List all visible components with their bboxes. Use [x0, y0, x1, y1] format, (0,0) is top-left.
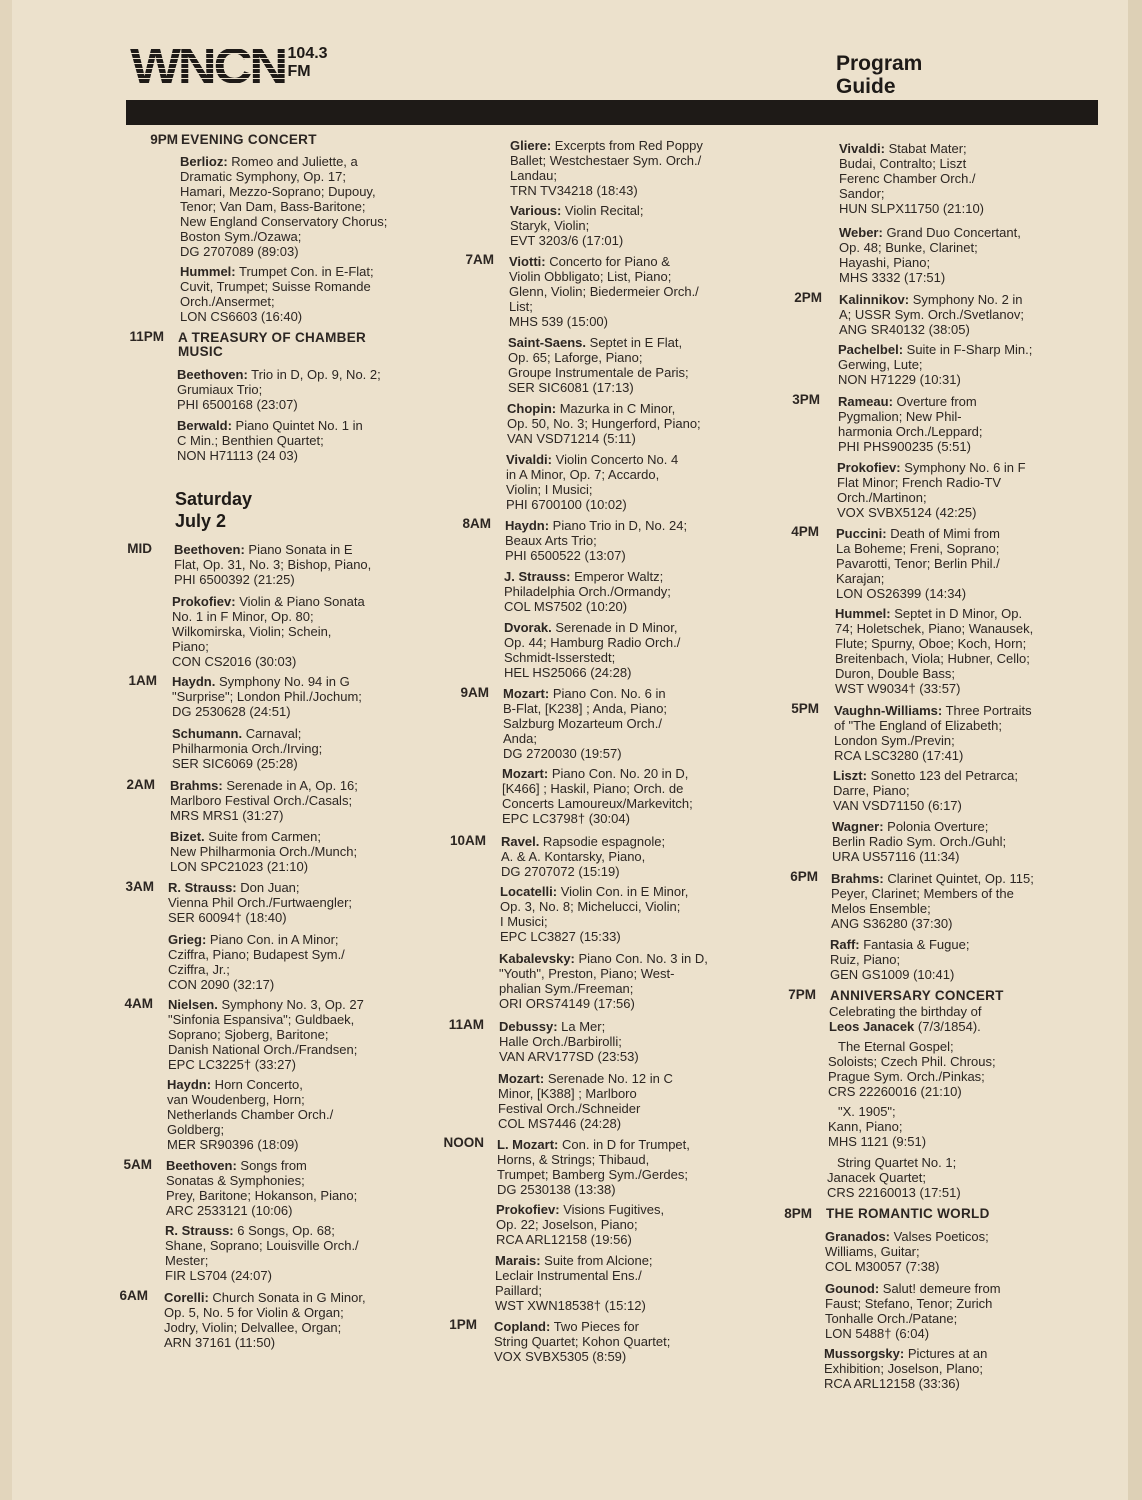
list-item — [833, 768, 1018, 813]
work-details: Piano Con. No. 20 in D, [K466] ; Haskil, Piano; Orch. de Concerts Lamoureux/Markevitch; EPC LC3798† (30:04) — [502, 766, 693, 826]
list-item — [177, 418, 363, 463]
composer: Dvorak. — [504, 620, 552, 635]
list-item — [832, 819, 1006, 864]
page-title-line1: Program — [836, 52, 923, 75]
time-slot: 3PM — [792, 392, 820, 407]
list-item — [180, 264, 374, 324]
composer: Debussy: — [499, 1019, 558, 1034]
list-item — [172, 726, 322, 771]
list-item — [824, 1346, 987, 1391]
composer: R. Strauss: — [168, 880, 237, 895]
composer: Corelli: — [164, 1290, 209, 1305]
work-details: Serenade No. 12 in C Minor, [K388] ; Marlboro Festival Orch./Schneider COL MS7446 (24:28) — [498, 1071, 673, 1131]
time-slot: 7PM — [788, 987, 816, 1002]
list-item — [505, 518, 687, 563]
composer: Nielsen. — [168, 997, 218, 1012]
composer: Haydn: — [505, 518, 550, 533]
list-item — [498, 1071, 673, 1131]
composer: Kalinnikov: — [839, 292, 910, 307]
list-item — [165, 1223, 359, 1283]
list-item — [501, 834, 665, 879]
list-item — [838, 342, 1032, 387]
composer: Raff: — [830, 937, 860, 952]
time-slot: 8PM — [784, 1206, 812, 1221]
list-item — [839, 141, 984, 216]
work-details: Visions Fugitives, Op. 22; Joselson, Piano; RCA ARL12158 (19:56) — [496, 1202, 665, 1247]
composer: Hummel: — [180, 264, 236, 279]
composer: Vivaldi: — [506, 452, 553, 467]
work-details: Symphony No. 3, Op. 27 "Sinfonia Espansiva"; Guldbaek, Soprano; Sjoberg, Baritone; Danish National Orch./Frandsen; EPC LC3225† (33:27) — [168, 997, 364, 1072]
day-heading: Saturday July 2 — [175, 489, 253, 531]
work-details: Piano Quintet No. 1 in C Min.; Benthien Quartet; NON H71113 (24 03) — [177, 418, 363, 463]
composer: Schumann. — [172, 726, 243, 741]
list-item — [166, 1158, 357, 1218]
composer: Vaughn-Williams: — [834, 703, 943, 718]
time-slot: 5PM — [791, 701, 819, 716]
work-details: Three Portraits of "The England of Elizabeth; London Sym./Previn; RCA LSC3280 (17:41) — [834, 703, 1032, 763]
composer: Beethoven: — [166, 1158, 237, 1173]
list-item — [837, 460, 1026, 520]
work-details: Symphony No. 6 in F Flat Minor; French Radio-TV Orch./Martinon; VOX SVBX5124 (42:25) — [837, 460, 1026, 520]
header-rule — [126, 100, 1098, 125]
composer: Rameau: — [838, 394, 893, 409]
composer: Chopin: — [507, 401, 557, 416]
list-item — [509, 254, 699, 329]
list-item — [168, 880, 352, 925]
list-item — [170, 829, 357, 874]
list-item — [168, 997, 364, 1072]
work-details: Septet in E Flat, Op. 65; Laforge, Piano; Groupe Instrumentale de Paris; SER SIC6081 (17:13) — [508, 335, 689, 395]
time-slot: 2AM — [126, 777, 155, 792]
time-slot: MID — [127, 541, 152, 556]
list-item — [825, 1281, 1001, 1341]
composer: Mozart: — [503, 686, 550, 701]
work-details: Sonetto 123 del Petrarca; Darre, Piano; VAN VSD71150 (6:17) — [833, 768, 1018, 813]
composer: R. Strauss: — [165, 1223, 234, 1238]
composer: Various: — [510, 203, 562, 218]
time-slot: 3AM — [125, 879, 154, 894]
composer: Viotti: — [509, 254, 546, 269]
work-details: Stabat Mater; Budai, Contralto; Liszt Ferenc Chamber Orch./ Sandor; HUN SLPX11750 (21:10) — [839, 141, 985, 216]
logo-freq-number: 104.3 — [287, 45, 328, 62]
logo-band: FM — [287, 63, 311, 80]
logo-frequency — [288, 45, 328, 81]
work-details: Violin Recital; Staryk, Violin; EVT 3203/6 (17:01) — [510, 203, 644, 248]
list-item — [510, 138, 703, 198]
list-item — [831, 871, 1034, 931]
composer: Prokofiev: — [837, 460, 901, 475]
page-title-line2: Guide — [836, 75, 896, 98]
time-slot: 9AM — [460, 685, 489, 700]
work-details: Rapsodie espagnole; A. & A. Kontarsky, Piano, DG 2707072 (15:19) — [501, 834, 666, 879]
list-item — [836, 526, 1000, 601]
work-details: Piano Trio in D, No. 24; Beaux Arts Trio; PHI 6500522 (13:07) — [505, 518, 688, 563]
time-slot: 6PM — [790, 869, 818, 884]
work-details: Violin Con. in E Minor, Op. 3, No. 8; Michelucci, Violin; I Musici; EPC LC3827 (15:33) — [500, 884, 689, 944]
composer: Haydn. — [172, 674, 216, 689]
time-slot: 4PM — [791, 524, 819, 539]
list-item — [834, 703, 1032, 763]
composer: Marais: — [495, 1253, 541, 1268]
work-details: Horn Concerto, van Woudenberg, Horn; Netherlands Chamber Orch./ Goldberg; MER SR90396 (18:09) — [167, 1077, 334, 1152]
time-slot: 2PM — [794, 290, 822, 305]
composer: Grieg: — [168, 932, 207, 947]
work-details: Salut! demeure from Faust; Stefano, Tenor; Zurich Tonhalle Orch./Patane; LON 5488† (6:04) — [825, 1281, 1001, 1341]
page-edge-right — [1128, 0, 1142, 1500]
composer: Beethoven: — [177, 367, 248, 382]
list-item — [167, 1077, 333, 1152]
station-logo — [130, 38, 328, 94]
composer: L. Mozart: — [497, 1137, 559, 1152]
list-item — [828, 1039, 996, 1099]
work-details: String Quartet No. 1; Janacek Quartet; CRS 22160013 (17:51) — [827, 1155, 961, 1200]
list-item — [507, 401, 701, 446]
composer: Mussorgsky: — [824, 1346, 905, 1361]
work-details: Carnaval; Philharmonia Orch./Irving; SER SIC6069 (25:28) — [172, 726, 323, 771]
list-item — [177, 367, 381, 412]
list-item — [180, 154, 387, 259]
composer: Copland: — [494, 1319, 551, 1334]
list-item — [164, 1290, 366, 1350]
time-slot: 7AM — [465, 252, 494, 267]
composer: Brahms: — [170, 778, 223, 793]
composer: Gliere: — [510, 138, 552, 153]
composer: Puccini: — [836, 526, 887, 541]
list-item — [508, 335, 689, 395]
time-slot: 5AM — [123, 1157, 152, 1172]
list-item — [829, 1004, 981, 1034]
list-item — [510, 203, 643, 248]
work-details: Fantasia & Fugue; Ruiz, Piano; GEN GS1009 (10:41) — [830, 937, 970, 982]
work-details: Grand Duo Concertant, Op. 48; Bunke, Clarinet; Hayashi, Piano; MHS 3332 (17:51) — [839, 225, 1021, 285]
work-details: Trio in D, Op. 9, No. 2; Grumiaux Trio; PHI 6500168 (23:07) — [177, 367, 381, 412]
composer: Mozart: — [502, 766, 549, 781]
composer: Beethoven: — [174, 542, 245, 557]
work-details: Septet in D Minor, Op. 74; Holetschek, Piano; Wanausek, Flute; Spurny, Oboe; Koch, Horn; Breitenbach, Viola; Hubner, Cello; Duron, Double Bass; WST W9034† (33:57) — [835, 606, 1034, 696]
program-heading: ANNIVERSARY CONCERT — [830, 988, 1004, 1003]
list-item — [499, 1019, 639, 1064]
work-details: Mazurka in C Minor, Op. 50, No. 3; Hungerford, Piano; VAN VSD71214 (5:11) — [507, 401, 701, 446]
time-slot: NOON — [443, 1135, 484, 1150]
work-details: Violin Concerto No. 4 in A Minor, Op. 7; Accardo, Violin; I Musici; PHI 6700100 (10:02) — [506, 452, 679, 512]
work-details: Clarinet Quintet, Op. 115; Peyer, Clarinet; Members of the Melos Ensemble; ANG S36280 (37:30) — [831, 871, 1034, 931]
composer: Vivaldi: — [839, 141, 886, 156]
time-slot: 1AM — [128, 673, 157, 688]
list-item — [504, 569, 671, 614]
composer: Bizet. — [170, 829, 205, 844]
composer: Hummel: — [835, 606, 891, 621]
work-details: Serenade in A, Op. 16; Marlboro Festival Orch./Casals; MRS MRS1 (31:27) — [170, 778, 358, 823]
program-heading: EVENING CONCERT — [181, 132, 317, 147]
time-slot: 6AM — [119, 1288, 148, 1303]
composer: Haydn: — [167, 1077, 212, 1092]
work-details: Songs from Sonatas & Symphonies; Prey, Baritone; Hokanson, Piano; ARC 2533121 (10:06) — [166, 1158, 358, 1218]
composer: Berwald: — [177, 418, 232, 433]
time-slot: 9PM — [150, 132, 178, 147]
list-item — [172, 594, 365, 669]
work-details: Overture from Pygmalion; New Phil- harmonia Orch./Leppard; PHI PHS900235 (5:51) — [838, 394, 983, 454]
page-title — [836, 52, 922, 98]
list-item — [170, 778, 358, 823]
work-details: The Eternal Gospel; Soloists; Czech Phil. Chrous; Prague Sym. Orch./Pinkas; CRS 22260016 (21:10) — [828, 1039, 996, 1099]
time-slot: 11AM — [448, 1017, 484, 1032]
work-details: Death of Mimi from La Boheme; Freni, Soprano; Pavarotti, Tenor; Berlin Phil./ Karajan; LON OS26399 (14:34) — [836, 526, 1000, 601]
list-item — [500, 884, 688, 944]
composer: Leos Janacek — [829, 1019, 915, 1034]
list-item — [502, 766, 693, 826]
work-details: Don Juan; Vienna Phil Orch./Furtwaengler; SER 60094† (18:40) — [168, 880, 353, 925]
work-details: Violin & Piano Sonata No. 1 in F Minor, Op. 80; Wilkomirska, Violin; Schein, Piano; CON CS2016 (30:03) — [172, 594, 365, 669]
list-item — [497, 1137, 690, 1197]
work-details: Pictures at an Exhibition; Joselson, Plano; RCA ARL12158 (33:36) — [824, 1346, 988, 1391]
time-slot: 1PM — [449, 1317, 477, 1332]
list-item — [839, 225, 1021, 285]
time-slot: 4AM — [124, 996, 153, 1011]
work-details: Emperor Waltz; Philadelphia Orch./Ormandy; COL MS7502 (10:20) — [504, 569, 671, 614]
time-slot: 10AM — [449, 833, 486, 848]
list-item — [839, 292, 1024, 337]
list-item — [830, 937, 969, 982]
time-slot: 11PM — [129, 329, 164, 344]
program-heading: A TREASURY OF CHAMBER MUSIC — [178, 330, 367, 359]
composer: Locatelli: — [500, 884, 558, 899]
list-item — [506, 452, 678, 512]
composer: Saint-Saens. — [508, 335, 587, 350]
composer: J. Strauss: — [504, 569, 571, 584]
work-details: Excerpts from Red Poppy Ballet; Westchestaer Sym. Orch./ Landau; TRN TV34218 (18:43) — [510, 138, 703, 198]
list-item — [835, 606, 1033, 696]
list-item — [499, 951, 708, 1011]
composer: Berlioz: — [180, 154, 228, 169]
work-details: Church Sonata in G Minor, Op. 5, No. 5 for Violin & Organ; Jodry, Violin; Delvallee, Organ; ARN 37161 (11:50) — [164, 1290, 366, 1350]
work-details: 6 Songs, Op. 68; Shane, Soprano; Louisville Orch./ Mester; FIR LS704 (24:07) — [165, 1223, 359, 1283]
composer: Prokofiev: — [496, 1202, 560, 1217]
time-slot: 8AM — [462, 516, 491, 531]
work-details: Symphony No. 2 in A; USSR Sym. Orch./Svetlanov; ANG SR40132 (38:05) — [839, 292, 1024, 337]
list-item — [503, 686, 667, 761]
list-item — [494, 1319, 670, 1364]
birth-date: (7/3/1854). — [914, 1019, 981, 1034]
list-item — [172, 674, 362, 719]
work-details: Valses Poeticos; Williams, Guitar; COL M30057 (7:38) — [825, 1229, 989, 1274]
work-details: Two Pieces for String Quartet; Kohon Quartet; VOX SVBX5305 (8:59) — [494, 1319, 671, 1364]
list-item — [825, 1229, 989, 1274]
composer: Ravel. — [501, 834, 540, 849]
composer: Liszt: — [833, 768, 867, 783]
program-heading: THE ROMANTIC WORLD — [826, 1206, 990, 1221]
work-details: Suite from Alcione; Leclair Instrumental Ens./ Paillard; WST XWN18538† (15:12) — [495, 1253, 653, 1313]
composer: Prokofiev: — [172, 594, 236, 609]
work-details: Concerto for Piano & Violin Obbligato; List, Piano; Glenn, Violin; Biedermeier Orch./ List; MHS 539 (15:00) — [509, 254, 699, 329]
composer: Mozart: — [498, 1071, 545, 1086]
work-details: Piano Con. No. 3 in D, "Youth", Preston, Piano; West- phalian Sym./Freeman; ORI ORS74149 (17:56) — [499, 951, 708, 1011]
page-edge-left — [0, 0, 12, 1500]
composer: Kabalevsky: — [499, 951, 575, 966]
composer: Wagner: — [832, 819, 884, 834]
work-details: Suite in F-Sharp Min.; Gerwing, Lute; NON H71229 (10:31) — [838, 342, 1033, 387]
work-details: Symphony No. 94 in G "Surprise"; London Phil./Jochum; DG 2530628 (24:51) — [172, 674, 362, 719]
work-details: Suite from Carmen; New Philharmonia Orch./Munch; LON SPC21023 (21:10) — [170, 829, 358, 874]
list-item — [504, 620, 680, 680]
work-details: Trumpet Con. in E-Flat; Cuvit, Trumpet; Suisse Romande Orch./Ansermet; LON CS6603 (16:40) — [180, 264, 374, 324]
work-details: Piano Con. No. 6 in B-Flat, [K238] ; Anda, Piano; Salzburg Mozarteum Orch./ Anda; DG 2720030 (19:57) — [503, 686, 668, 761]
work-details: Romeo and Juliette, a Dramatic Symphony, Op. 17; Hamari, Mezzo-Soprano; Dupouy, Tenor; Van Dam, Bass-Baritone; New England Conservatory Chorus; Boston Sym./Ozawa; DG 2707089 (89:03) — [180, 154, 388, 259]
work-details: Con. in D for Trumpet, Horns, & Strings; Thibaud, Trumpet; Bamberg Sym./Gerdes; DG 2530138 (13:38) — [497, 1137, 690, 1197]
work-details: La Mer; Halle Orch./Barbirolli; VAN ARV177SD (23:53) — [499, 1019, 639, 1064]
composer: Gounod: — [825, 1281, 880, 1296]
work-details: Serenade in D Minor, Op. 44; Hamburg Radio Orch./ Schmidt-Isserstedt; HEL HS25066 (24:28) — [504, 620, 681, 680]
composer: Brahms: — [831, 871, 884, 886]
composer: Weber: — [839, 225, 883, 240]
logo-call-letters: WNCN — [130, 38, 286, 94]
list-item — [174, 542, 371, 587]
program-intro: Celebrating the birthday of — [829, 1004, 982, 1019]
work-details: Piano Sonata in E Flat, Op. 31, No. 3; Bishop, Piano, PHI 6500392 (21:25) — [174, 542, 372, 587]
list-item — [495, 1253, 653, 1313]
work-details: Piano Con. in A Minor; Cziffra, Piano; Budapest Sym./ Cziffra, Jr.; CON 2090 (32:17) — [168, 932, 345, 992]
list-item — [496, 1202, 664, 1247]
list-item — [838, 394, 983, 454]
list-item — [828, 1104, 926, 1149]
work-details: Polonia Overture; Berlin Radio Sym. Orch./Guhl; URA US57116 (11:34) — [832, 819, 1007, 864]
list-item — [168, 932, 345, 992]
composer: Granados: — [825, 1229, 891, 1244]
work-details: "X. 1905"; Kann, Piano; MHS 1121 (9:51) — [828, 1104, 927, 1149]
composer: Pachelbel: — [838, 342, 904, 357]
list-item — [827, 1155, 961, 1200]
